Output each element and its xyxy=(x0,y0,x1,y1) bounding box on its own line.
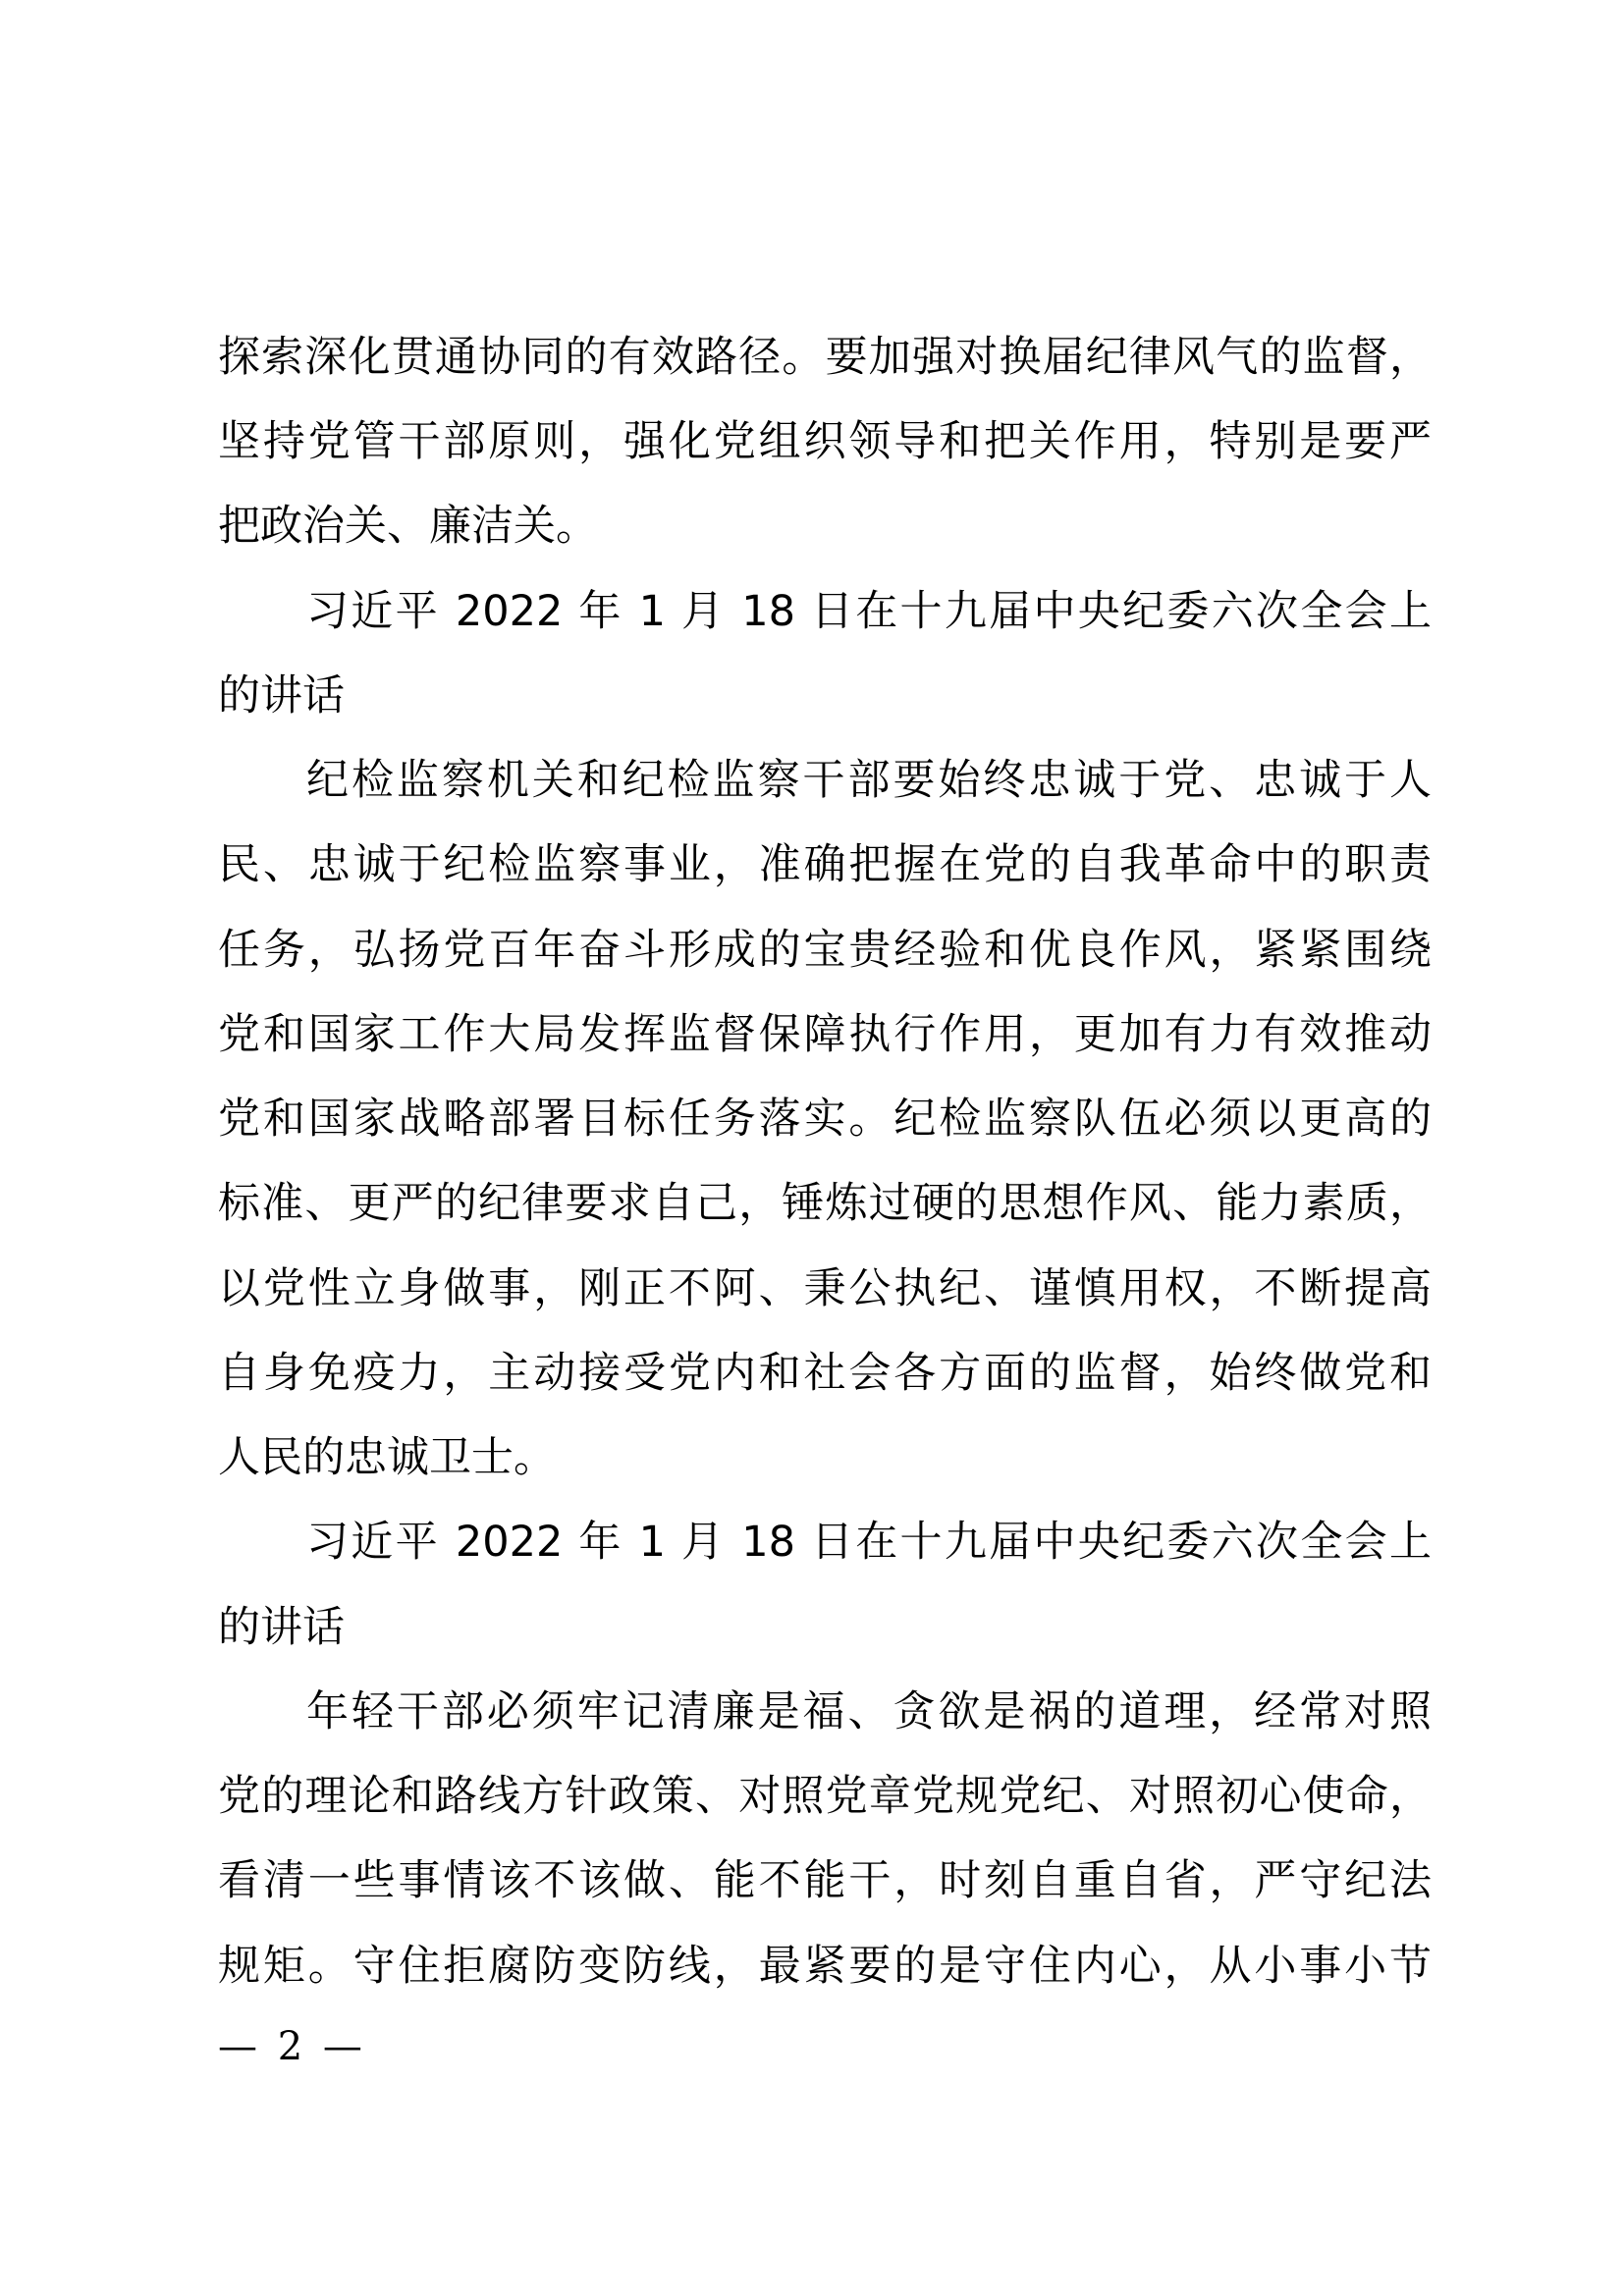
text-line: 纪检监察机关和纪检监察干部要始终忠诚于党、忠诚于人 xyxy=(306,756,1432,805)
page-number: — 2 — xyxy=(218,2024,366,2069)
text-line: 习近平 2022 年 1 月 18 日在十九届中央纪委六次全会上 xyxy=(306,587,1432,636)
text-line: 把政治关、廉洁关。 xyxy=(218,502,598,551)
text-line: 自身免疫力，主动接受党内和社会各方面的监督，始终做党和 xyxy=(218,1349,1432,1398)
text-line: 党和国家工作大局发挥监督保障执行作用，更加有力有效推动 xyxy=(218,1010,1432,1059)
text-line: 的讲话 xyxy=(218,671,345,721)
text-line: 习近平 2022 年 1 月 18 日在十九届中央纪委六次全会上 xyxy=(306,1518,1432,1567)
text-line: 的讲话 xyxy=(218,1603,345,1652)
text-line: 以党性立身做事，刚正不阿、秉公执纪、谨慎用权，不断提高 xyxy=(218,1264,1432,1313)
text-line: 人民的忠诚卫士。 xyxy=(218,1433,556,1482)
text-line: 任务，弘扬党百年奋斗形成的宝贵经验和优良作风，紧紧围绕 xyxy=(218,926,1432,975)
text-line: 探索深化贯通协同的有效路径。要加强对换届纪律风气的监督， xyxy=(218,333,1432,382)
text-line: 坚持党管干部原则，强化党组织领导和把关作用，特别是要严 xyxy=(218,417,1432,466)
text-line: 民、忠诚于纪检监察事业，准确把握在党的自我革命中的职责 xyxy=(218,840,1432,889)
text-line: 标准、更严的纪律要求自己，锤炼过硬的思想作风、能力素质， xyxy=(218,1179,1432,1228)
text-line: 年轻干部必须牢记清廉是福、贪欲是祸的道理，经常对照 xyxy=(306,1687,1432,1736)
text-line: 党的理论和路线方针政策、对照党章党规党纪、对照初心使命， xyxy=(218,1772,1432,1821)
text-line: 党和国家战略部署目标任务落实。纪检监察队伍必须以更高的 xyxy=(218,1095,1432,1144)
text-line: 规矩。守住拒腐防变防线，最紧要的是守住内心，从小事小节 xyxy=(218,1942,1432,1991)
text-line: 看清一些事情该不该做、能不能干，时刻自重自省，严守纪法 xyxy=(218,1856,1432,1905)
